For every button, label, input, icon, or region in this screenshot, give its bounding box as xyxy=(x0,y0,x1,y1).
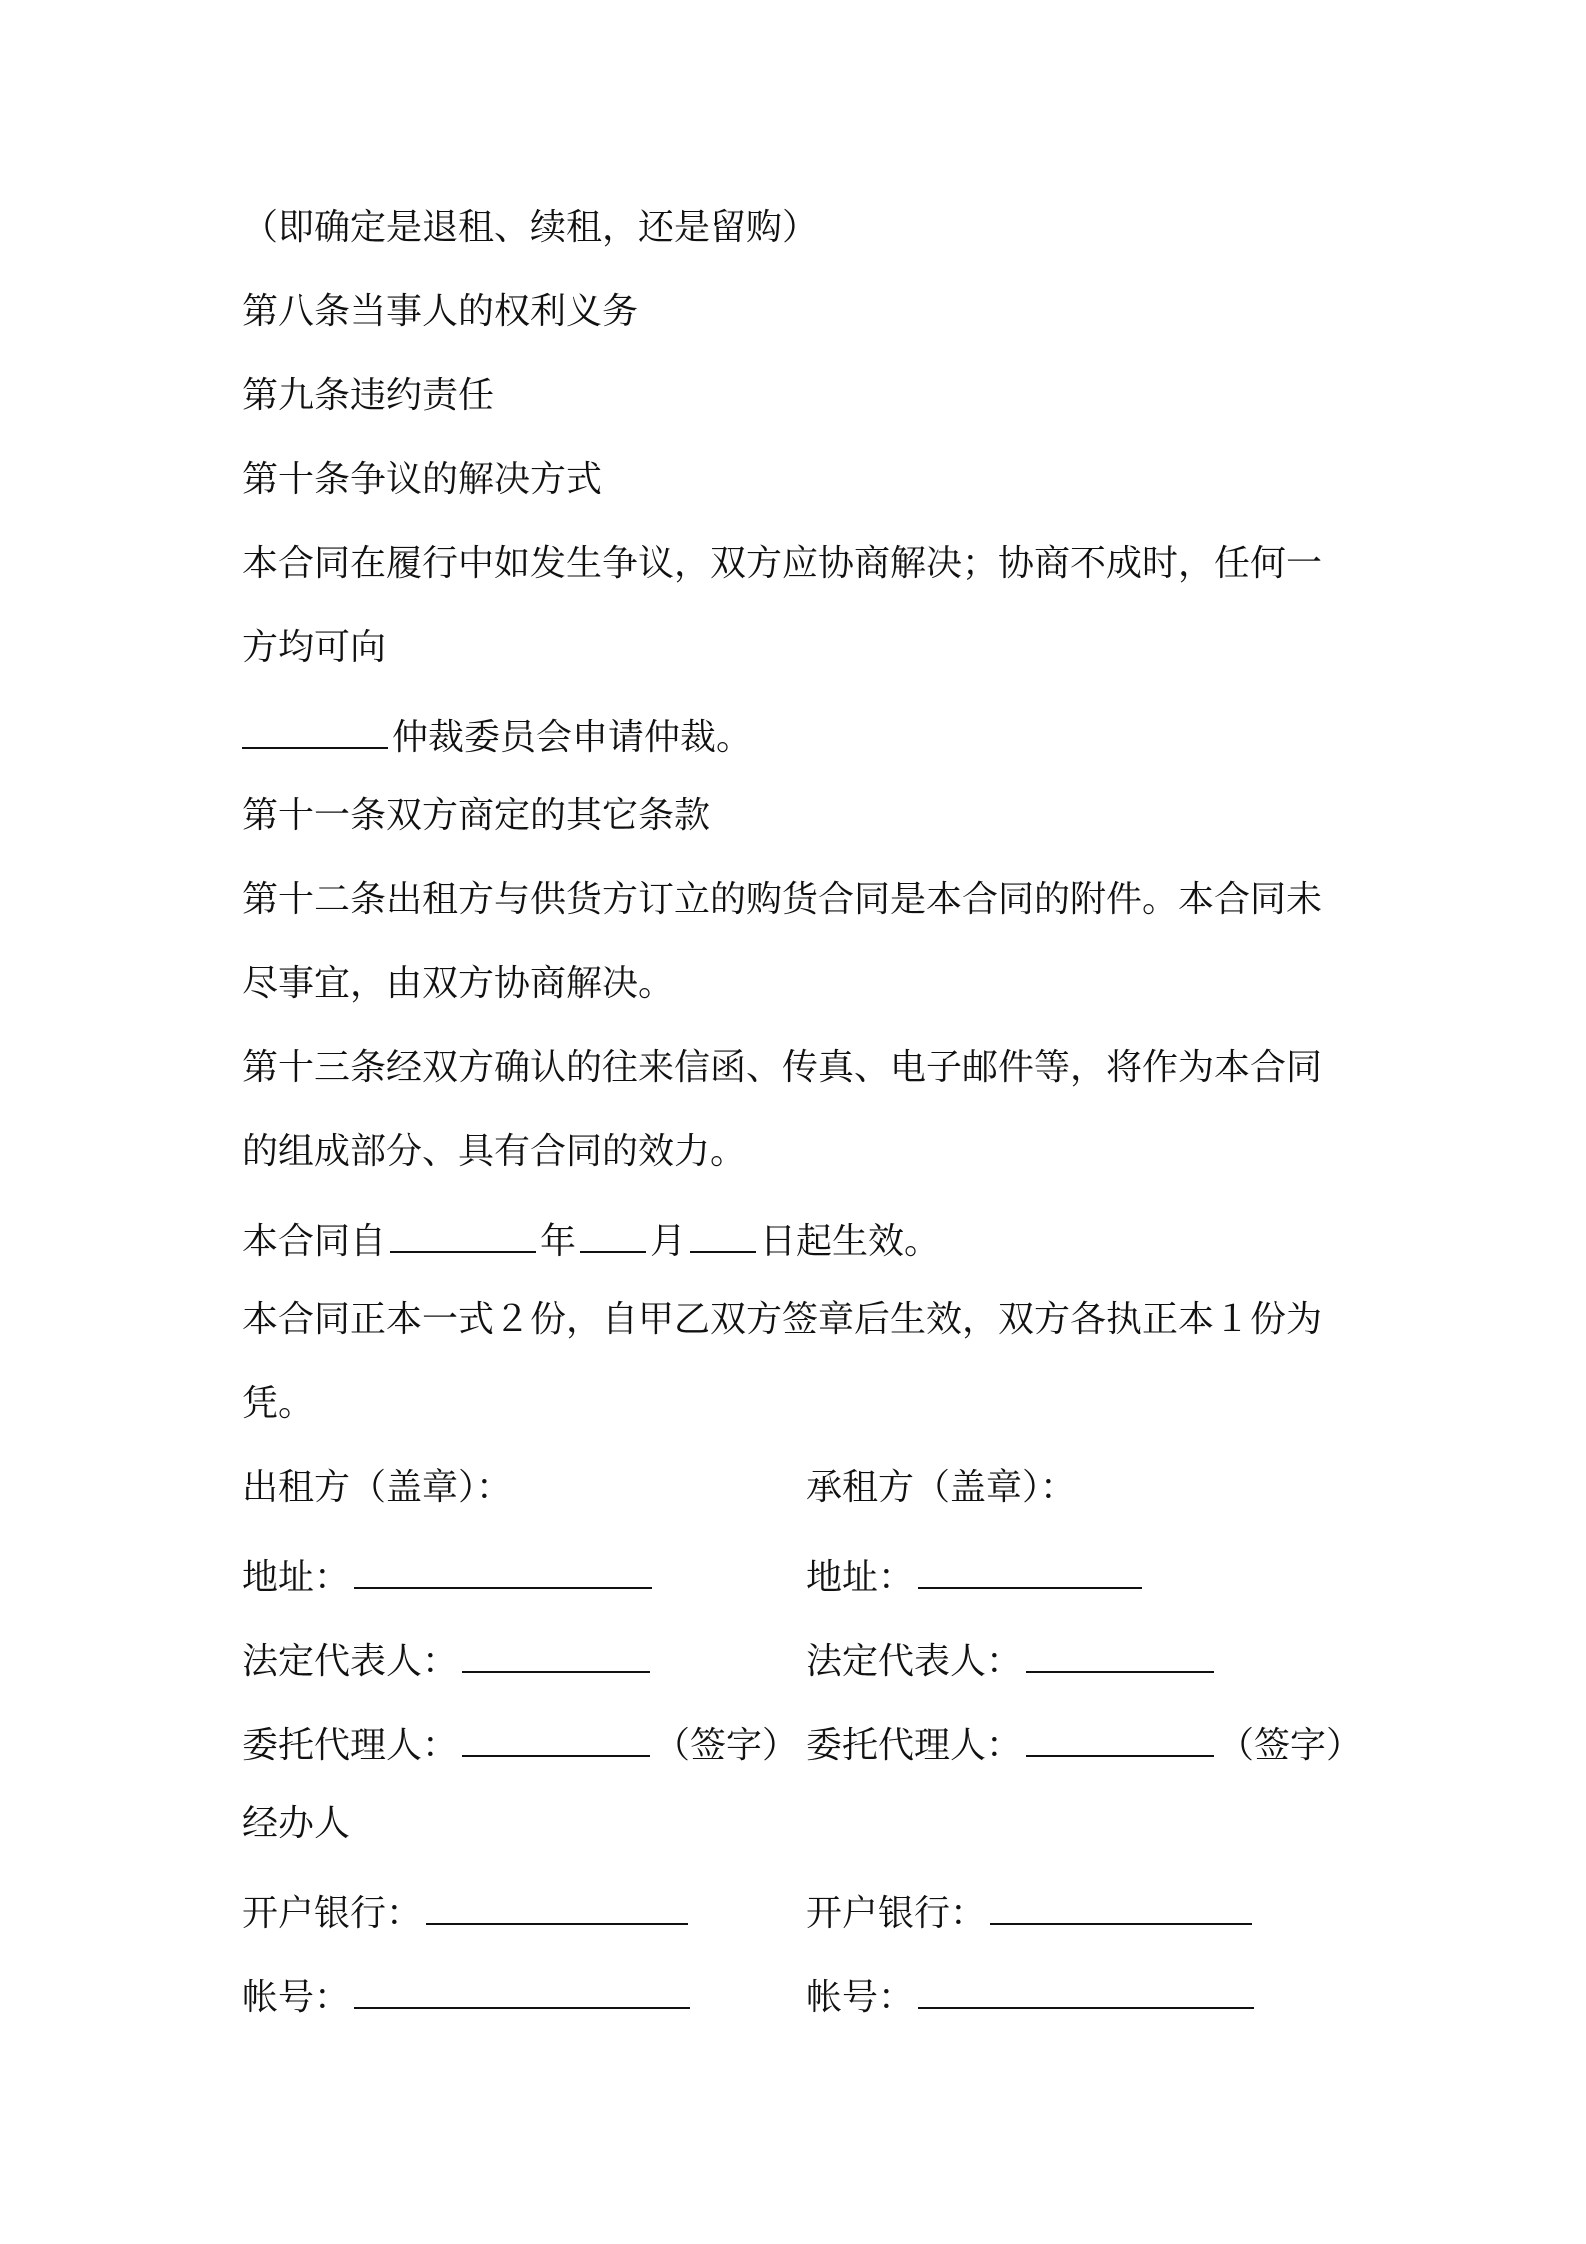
lessee-account-row xyxy=(806,1967,1258,2023)
lessor-agent-label: 委托代理人： xyxy=(242,1725,459,1766)
lessor-account-blank xyxy=(354,1967,690,2009)
clause-10-text-2: 方均可向 xyxy=(242,627,387,668)
clause-12-text-2: 尽事宜，由双方协商解决。 xyxy=(242,963,675,1004)
lessor-legal-rep-label: 法定代表人： xyxy=(242,1641,459,1682)
lessor-address-blank xyxy=(354,1547,652,1589)
lessor-account-row xyxy=(242,1967,694,2023)
effective-month: 月 xyxy=(650,1221,687,1262)
lessee-account-blank xyxy=(918,1967,1254,2009)
lessor-legal-rep-row xyxy=(242,1631,654,1687)
year-blank xyxy=(390,1211,536,1253)
lessee-legal-rep-row xyxy=(806,1631,1218,1687)
clause-10-text-3 xyxy=(242,707,752,763)
clause-10-text-1: 本合同在履行中如发生争议，双方应协商解决；协商不成时，任何一 xyxy=(242,543,1323,584)
lessor-bank-label: 开户银行： xyxy=(242,1893,423,1934)
lessee-agent-row xyxy=(806,1715,1362,1771)
lessor-legal-rep-blank xyxy=(462,1631,650,1673)
lessee-agent-label: 委托代理人： xyxy=(806,1725,1023,1766)
lessor-bank-blank xyxy=(426,1883,688,1925)
clause-13-text-2: 的组成部分、具有合同的效力。 xyxy=(242,1131,747,1172)
clause-11-title: 第十一条双方商定的其它条款 xyxy=(242,795,711,836)
day-blank xyxy=(690,1211,756,1253)
lessee-bank-row xyxy=(806,1883,1256,1939)
clause-9-title: 第九条违约责任 xyxy=(242,375,495,416)
clause-10-title: 第十条争议的解决方式 xyxy=(242,459,603,500)
effective-prefix: 本合同自 xyxy=(242,1221,387,1262)
month-blank xyxy=(580,1211,646,1253)
copies-text-2: 凭。 xyxy=(242,1383,315,1424)
lessee-legal-rep-label: 法定代表人： xyxy=(806,1641,1023,1682)
lessor-party-label: 出租方（盖章）： xyxy=(242,1467,513,1508)
clause-12-text-1: 第十二条出租方与供货方订立的购货合同是本合同的附件。本合同未 xyxy=(242,879,1323,920)
lessor-sign-note: （签字） xyxy=(654,1725,799,1766)
effective-date-line xyxy=(242,1211,940,1267)
lessee-sign-note: （签字） xyxy=(1218,1725,1363,1766)
lessee-agent-blank xyxy=(1026,1715,1214,1757)
handler-label: 经办人 xyxy=(242,1803,351,1844)
clause-8-title: 第八条当事人的权利义务 xyxy=(242,291,639,332)
lessor-account-label: 帐号： xyxy=(242,1977,351,2018)
lessor-address-row xyxy=(242,1547,656,1603)
effective-year: 年 xyxy=(540,1221,577,1262)
lessor-agent-row xyxy=(242,1715,798,1771)
lessee-address-label: 地址： xyxy=(806,1557,915,1598)
lessee-bank-label: 开户银行： xyxy=(806,1893,987,1934)
lessor-agent-blank xyxy=(462,1715,650,1757)
lessor-bank-row xyxy=(242,1883,692,1939)
arbitration-blank xyxy=(242,707,388,749)
lessee-address-row xyxy=(806,1547,1146,1603)
lessee-bank-blank xyxy=(990,1883,1252,1925)
copies-text-1: 本合同正本一式２份，自甲乙双方签章后生效，双方各执正本１份为 xyxy=(242,1299,1323,1340)
lessee-legal-rep-blank xyxy=(1026,1631,1214,1673)
lessee-account-label: 帐号： xyxy=(806,1977,915,2018)
effective-day-suffix: 日起生效。 xyxy=(760,1221,941,1262)
arbitration-text: 仲裁委员会申请仲裁。 xyxy=(392,717,753,758)
lessee-address-blank xyxy=(918,1547,1142,1589)
lessor-address-label: 地址： xyxy=(242,1557,351,1598)
clause-7-note: （即确定是退租、续租，还是留购） xyxy=(242,207,819,248)
clause-13-text-1: 第十三条经双方确认的往来信函、传真、电子邮件等，将作为本合同 xyxy=(242,1047,1323,1088)
lessee-party-label: 承租方（盖章）： xyxy=(806,1467,1077,1508)
